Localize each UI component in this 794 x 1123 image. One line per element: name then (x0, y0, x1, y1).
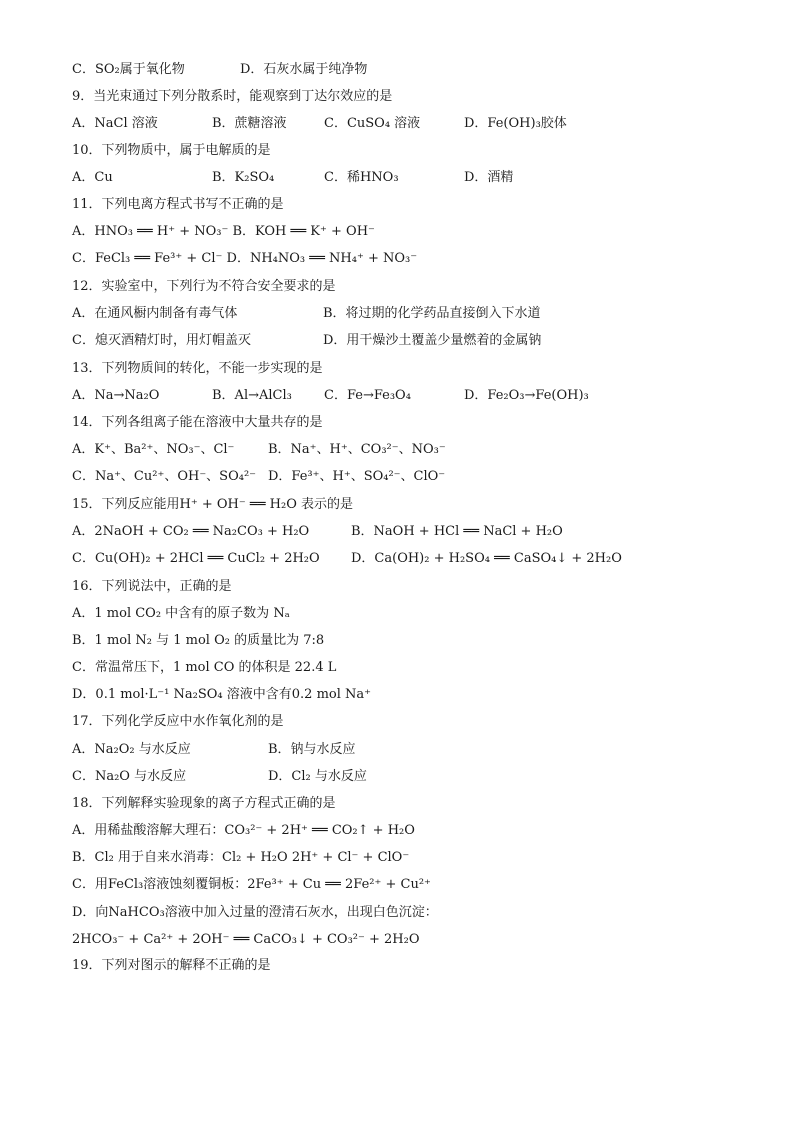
text-segment: A．Na₂O₂ 与水反应 (72, 742, 191, 757)
text-line (72, 711, 754, 733)
text-segment: A．2NaOH + CO₂ ══ Na₂CO₃ + H₂O (72, 524, 310, 539)
text-line (72, 657, 754, 679)
text-segment: A．1 mol CO₂ 中含有的原子数为 Nₐ (72, 606, 290, 621)
text-line (72, 793, 754, 815)
text-line (72, 630, 754, 652)
text-line (72, 902, 754, 924)
text-line (72, 847, 754, 869)
text-line (72, 929, 754, 951)
text-line (72, 248, 754, 270)
text-segment: 14．下列各组离子能在溶液中大量共存的是 (72, 415, 323, 430)
text-segment: D．酒精 (464, 170, 514, 185)
text-segment: 18．下列解释实验现象的离子方程式正确的是 (72, 796, 336, 811)
text-segment: 13．下列物质间的转化，不能一步实现的是 (72, 361, 323, 376)
text-segment: B．钠与水反应 (268, 742, 356, 757)
text-line (72, 59, 754, 81)
text-segment: A．在通风橱内制备有毒气体 (72, 306, 238, 321)
text-segment: C．Na⁺、Cu²⁺、OH⁻、SO₄²⁻ (72, 469, 257, 484)
text-segment: B．NaOH + HCl ══ NaCl + H₂O (351, 524, 563, 539)
text-line (72, 684, 754, 706)
text-segment: D．Fe₂O₃→Fe(OH)₃ (464, 388, 589, 403)
text-line (72, 167, 754, 189)
text-segment: C．Na₂O 与水反应 (72, 769, 187, 784)
text-segment: C．用FeCl₃溶液蚀刻覆铜板：2Fe³⁺ + Cu ══ 2Fe²⁺ + Cu²⁺ (72, 877, 431, 892)
text-line (72, 412, 754, 434)
text-segment: C．FeCl₃ ══ Fe³⁺ + Cl⁻ D．NH₄NO₃ ══ NH₄⁺ + NO₃⁻ (72, 251, 418, 266)
text-segment: 15．下列反应能用H⁺ + OH⁻ ══ H₂O 表示的是 (72, 497, 354, 512)
text-line (72, 194, 754, 216)
text-line (72, 385, 754, 407)
text-line (72, 494, 754, 516)
text-segment: B．1 mol N₂ 与 1 mol O₂ 的质量比为 7:8 (72, 633, 325, 648)
text-segment: A．用稀盐酸溶解大理石：CO₃²⁻ + 2H⁺ ══ CO₂↑ + H₂O (72, 823, 415, 838)
text-segment: C．SO₂属于氧化物 (72, 62, 185, 77)
text-segment: D．向NaHCO₃溶液中加入过量的澄清石灰水，出现白色沉淀： (72, 905, 438, 920)
text-segment: A．NaCl 溶液 (72, 116, 158, 131)
text-segment: D．Fe³⁺、H⁺、SO₄²⁻、ClO⁻ (268, 469, 446, 484)
text-segment: C．常温常压下，1 mol CO 的体积是 22.4 L (72, 660, 337, 675)
text-segment: B．蔗糖溶液 (212, 116, 287, 131)
text-segment: 2HCO₃⁻ + Ca²⁺ + 2OH⁻ ══ CaCO₃↓ + CO₃²⁻ + 2H₂O (72, 932, 420, 947)
text-segment: A．Cu (72, 170, 113, 185)
text-segment: 19．下列对图示的解释不正确的是 (72, 958, 271, 973)
text-segment: D．用干燥沙土覆盖少量燃着的金属钠 (323, 333, 542, 348)
text-line (72, 874, 754, 896)
text-segment: 9．当光束通过下列分散系时，能观察到丁达尔效应的是 (72, 89, 393, 104)
text-segment: C．熄灭酒精灯时，用灯帽盖灭 (72, 333, 251, 348)
text-segment: B．Al→AlCl₃ (212, 388, 292, 403)
text-line (72, 140, 754, 162)
text-segment: 16．下列说法中，正确的是 (72, 579, 232, 594)
text-segment: D．石灰水属于纯净物 (240, 62, 368, 77)
text-segment: B．Na⁺、H⁺、CO₃²⁻、NO₃⁻ (268, 442, 446, 457)
text-segment: A．HNO₃ ══ H⁺ + NO₃⁻ B．KOH ══ K⁺ + OH⁻ (72, 224, 375, 239)
text-line (72, 358, 754, 380)
text-segment: B．将过期的化学药品直接倒入下水道 (323, 306, 541, 321)
text-segment: B．K₂SO₄ (212, 170, 275, 185)
text-line (72, 303, 754, 325)
text-line (72, 113, 754, 135)
text-segment: 17．下列化学反应中水作氧化剂的是 (72, 714, 284, 729)
text-segment: D．Cl₂ 与水反应 (268, 769, 367, 784)
text-segment: 10．下列物质中，属于电解质的是 (72, 143, 271, 158)
text-segment: 12．实验室中，下列行为不符合安全要求的是 (72, 279, 336, 294)
text-segment: A．Na→Na₂O (72, 388, 160, 403)
text-segment: C．稀HNO₃ (324, 170, 399, 185)
text-segment: A．K⁺、Ba²⁺、NO₃⁻、Cl⁻ (72, 442, 235, 457)
text-line (72, 221, 754, 243)
text-line (72, 603, 754, 625)
text-line (72, 521, 754, 543)
text-segment: D．0.1 mol·L⁻¹ Na₂SO₄ 溶液中含有0.2 mol Na⁺ (72, 687, 371, 702)
text-segment: 11．下列电离方程式书写不正确的是 (72, 197, 284, 212)
text-line (72, 739, 754, 761)
text-line (72, 466, 754, 488)
text-line (72, 276, 754, 298)
text-line (72, 439, 754, 461)
text-segment: C．Cu(OH)₂ + 2HCl ══ CuCl₂ + 2H₂O (72, 551, 320, 566)
text-segment: C．CuSO₄ 溶液 (324, 116, 421, 131)
text-line (72, 576, 754, 598)
text-segment: B．Cl₂ 用于自来水消毒：Cl₂ + H₂O 2H⁺ + Cl⁻ + ClO⁻ (72, 850, 410, 865)
text-line (72, 766, 754, 788)
text-line (72, 820, 754, 842)
text-line (72, 330, 754, 352)
text-line (72, 86, 754, 108)
text-segment: D．Ca(OH)₂ + H₂SO₄ ══ CaSO₄↓ + 2H₂O (351, 551, 622, 566)
text-segment: C．Fe→Fe₃O₄ (324, 388, 411, 403)
text-segment: D．Fe(OH)₃胶体 (464, 116, 567, 131)
text-line (72, 955, 754, 977)
text-line (72, 548, 754, 570)
